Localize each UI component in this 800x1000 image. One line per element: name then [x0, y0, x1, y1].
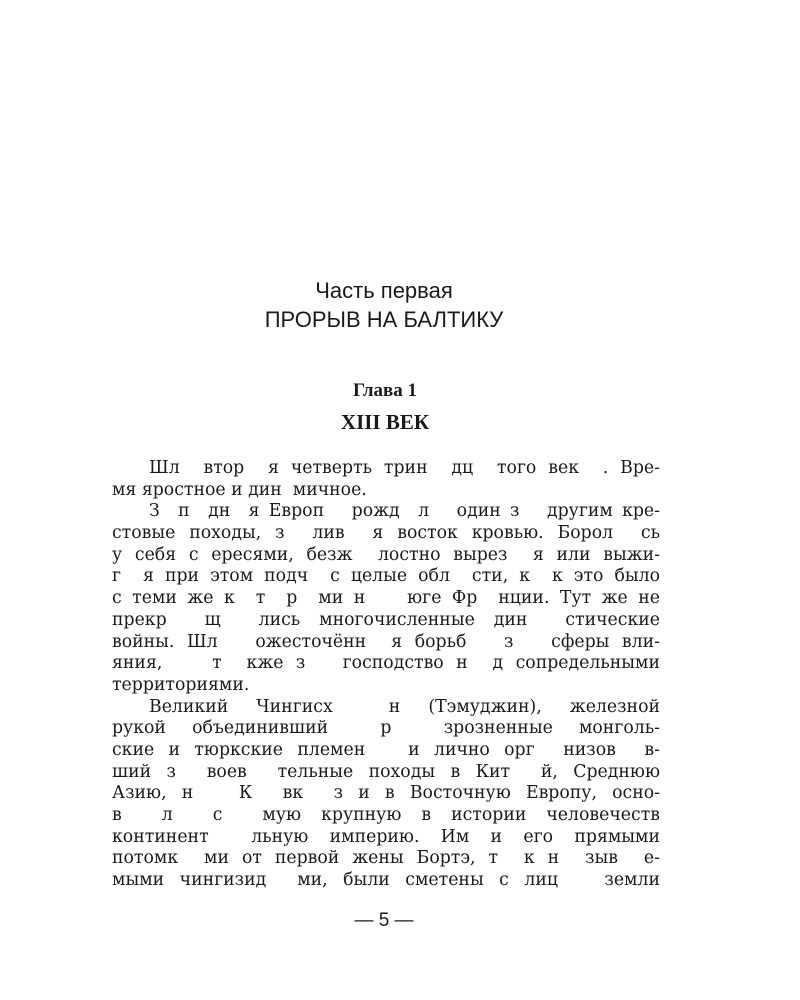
- text-line: потомк ми от первой жены Бортэ, т к н зыв е-: [112, 848, 660, 869]
- text-line: Азию, н К вк з и в Восточную Европу, осно-: [112, 783, 660, 804]
- text-line: у себя с ересями, безж лостно вырез я или выжи-: [112, 544, 660, 565]
- text-line: Шл втор я четверть трин дц того век . Вре-: [149, 458, 660, 478]
- text-line: прекр щ лись многочисленные дин стические: [112, 609, 660, 630]
- text-line: З п дн я Европ рожд л один з другим кре-: [149, 501, 660, 522]
- text-line: яния, т кже з господство н д сопредельными: [112, 653, 660, 674]
- text-line: в л с мую крупную в истории человечеств: [112, 805, 660, 825]
- part-title: ПРОРЫВ НА БАЛТИКУ: [264, 307, 504, 332]
- text-line: с теми же к т р ми н юге Фр нции. Тут же не: [112, 588, 660, 609]
- text-line: стовые походы, з лив я восток кровью. Борол сь: [112, 523, 660, 544]
- text-line: континент льную империю. Им и его прямыми: [112, 826, 660, 847]
- part-heading: [0, 276, 768, 334]
- text-line: ские и тюркские племен и лично орг низов в-: [112, 739, 660, 760]
- text-line: ший з воев тельные походы в Кит й, Среднюю: [112, 761, 660, 782]
- text-line: войны. Шл ожесточённ я борьб з сферы вли-: [112, 631, 660, 652]
- text-line: территориями.: [112, 674, 250, 695]
- text-line: г я при этом подч с целые обл сти, к к это было: [112, 566, 660, 587]
- text-line: Великий Чингисх н (Тэмуджин), железной: [149, 696, 660, 717]
- body-text: [112, 458, 660, 892]
- text-line: рукой объединивший р зрозненные монголь-: [112, 718, 660, 739]
- text-line: мя яростное и дин мичное.: [112, 479, 367, 500]
- text-line: мыми чингизид ми, были сметены с лиц земли: [112, 870, 660, 891]
- part-label: Часть первая: [315, 278, 453, 303]
- page-number: — 5 —: [354, 910, 414, 931]
- chapter-label: Глава 1: [352, 380, 418, 401]
- chapter-title: XIII ВЕК: [340, 410, 430, 434]
